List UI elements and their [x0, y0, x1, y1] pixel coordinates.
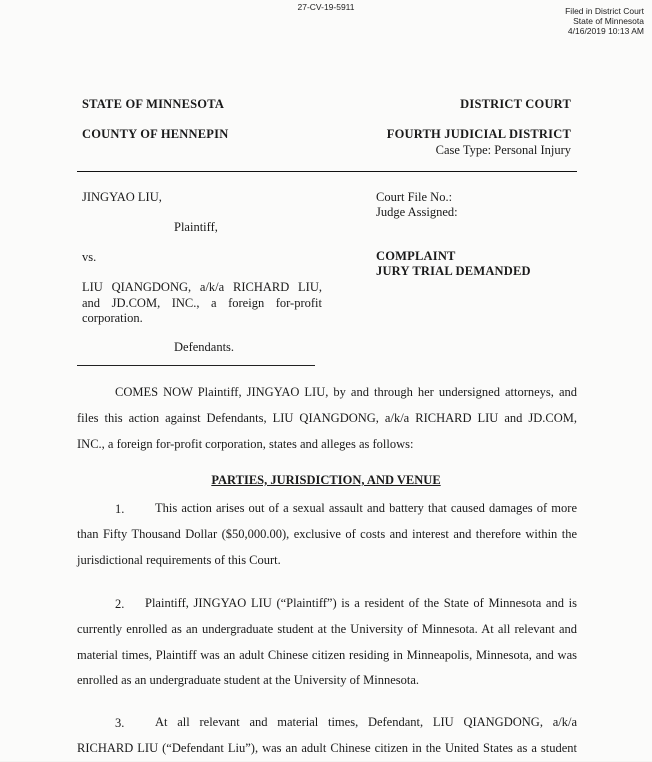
- versus-label: vs.: [82, 250, 97, 264]
- paragraph-line: This action arises out of a sexual assault and battery that caused damages of more: [155, 501, 577, 515]
- paragraph-3: [77, 710, 577, 762]
- plaintiff-name: JINGYAO LIU,: [82, 190, 162, 204]
- district-label: FOURTH JUDICIAL DISTRICT: [386, 127, 571, 141]
- paragraph-line: currently enrolled as an undergraduate student at the University of Minnesota. At all relevant and: [77, 621, 577, 636]
- defendants-role: Defendants.: [174, 340, 235, 354]
- county-label: COUNTY OF HENNEPIN: [82, 127, 229, 141]
- caption-divider-bottom: [77, 365, 315, 366]
- court-file-no-label: Court File No.:: [376, 190, 453, 204]
- defendant-line: corporation.: [82, 311, 143, 325]
- paragraph-line: RICHARD LIU (“Defendant Liu”), was an adult Chinese citizen in the United States as a student: [77, 740, 577, 755]
- section-heading-text: PARTIES, JURISDICTION, AND VENUE: [211, 473, 441, 487]
- filing-stamp-line: 4/16/2019 10:13 AM: [567, 26, 644, 36]
- paragraph-line: INC., a foreign for-profit corporation, states and alleges as follows:: [77, 436, 414, 451]
- document-title: COMPLAINT: [376, 249, 456, 263]
- paragraph-2: [77, 591, 577, 694]
- judge-assigned-label: Judge Assigned:: [376, 205, 458, 219]
- paragraph-number: 3.: [115, 716, 125, 730]
- paragraph-number: 2.: [115, 597, 125, 611]
- paragraph-line: than Fifty Thousand Dollar ($50,000.00), exclusive of costs and interest and therefore within the: [77, 526, 577, 541]
- filing-stamp-line: Filed in District Court: [565, 6, 644, 16]
- caption-divider-top: [77, 171, 577, 172]
- paragraph-line: jurisdictional requirements of this Court.: [77, 552, 281, 567]
- paragraph-number: 1.: [115, 502, 125, 516]
- paragraph-line: files this action against Defendants, LIU QIANGDONG, a/k/a RICHARD LIU and JD.COM,: [77, 410, 577, 425]
- case-type: Case Type: Personal Injury: [435, 143, 571, 157]
- intro-paragraph: [77, 380, 577, 457]
- paragraph-line: At all relevant and material times, Defendant, LIU QIANGDONG, a/k/a: [155, 715, 577, 729]
- jury-demand: JURY TRIAL DEMANDED: [376, 264, 531, 278]
- case-number: 27-CV-19-5911: [297, 2, 355, 12]
- paragraph-line: enrolled as an undergraduate student at the University of Minnesota.: [77, 673, 420, 688]
- filing-stamp: [565, 6, 644, 36]
- defendant-line: LIU QIANGDONG, a/k/a RICHARD LIU,: [82, 280, 322, 294]
- section-heading: [0, 473, 652, 488]
- plaintiff-role: Plaintiff,: [174, 220, 218, 234]
- state-label: STATE OF MINNESOTA: [82, 97, 225, 111]
- court-label: DISTRICT COURT: [460, 97, 571, 111]
- paragraph-1: [77, 496, 577, 573]
- defendant-line: and JD.COM, INC., a foreign for-profit: [82, 296, 322, 310]
- paragraph-line: Plaintiff, JINGYAO LIU (“Plaintiff”) is a resident of the State of Minnesota and is: [145, 596, 577, 610]
- paragraph-line: material times, Plaintiff was an adult Chinese citizen residing in Minneapolis, Minnesota, and was: [77, 647, 577, 662]
- filing-stamp-line: State of Minnesota: [573, 16, 644, 26]
- paragraph-line: COMES NOW Plaintiff, JINGYAO LIU, by and through her undersigned attorneys, and: [115, 385, 577, 399]
